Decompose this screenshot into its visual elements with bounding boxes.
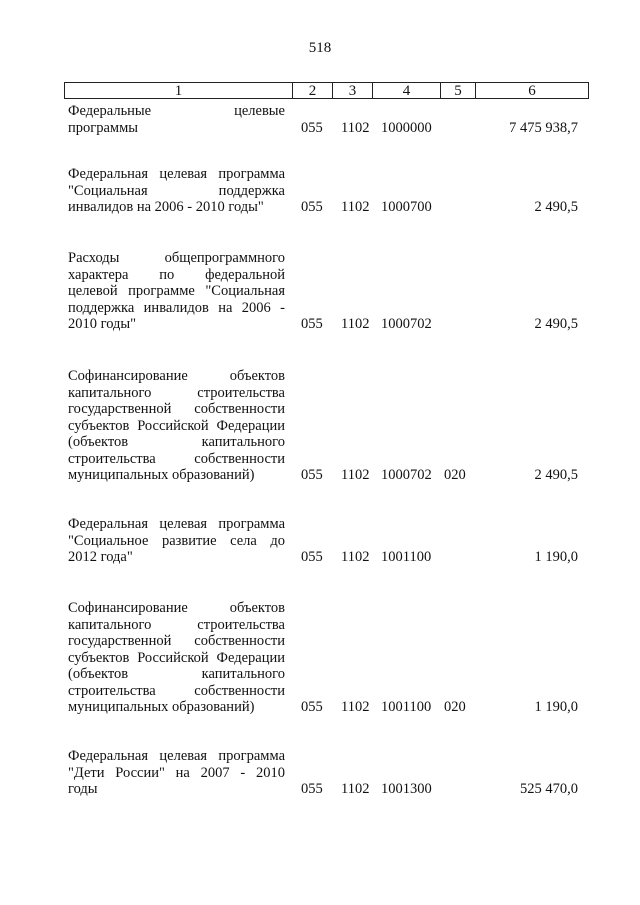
target-article-code: 1000702 xyxy=(381,467,432,483)
table-header xyxy=(64,82,589,100)
row-description xyxy=(68,748,285,798)
header-cell-2: 2 xyxy=(292,82,332,99)
header-cell-5: 5 xyxy=(440,82,475,99)
ministry-code: 055 xyxy=(301,199,323,215)
description-line: строительства собственности xyxy=(68,450,285,467)
section-code: 1102 xyxy=(341,199,370,215)
description-line: Федеральная целевая программа xyxy=(68,166,285,182)
description-line: поддержка инвалидов на 2006 - xyxy=(68,299,285,316)
ministry-code: 055 xyxy=(301,699,323,715)
amount: 2 490,5 xyxy=(534,316,578,332)
description-line: "Социальная поддержка xyxy=(68,182,285,199)
description-line: целевой программе "Социальная xyxy=(68,283,285,299)
description-line: "Дети России" на 2007 - 2010 xyxy=(68,764,285,781)
section-code: 1102 xyxy=(341,781,370,797)
header-cell-4: 4 xyxy=(372,82,440,99)
ministry-code: 055 xyxy=(301,549,323,565)
description-line: (объектов капитального xyxy=(68,434,285,450)
row-description xyxy=(68,600,285,716)
section-code: 1102 xyxy=(341,119,370,136)
description-line: "Социальное развитие села до xyxy=(68,532,285,549)
description-line: 2010 годы" xyxy=(68,316,137,332)
description-line: Расходы общепрограммного xyxy=(68,250,285,266)
header-cell-1: 1 xyxy=(64,82,292,99)
description-line: субъектов Российской Федерации xyxy=(68,649,285,666)
description-line: капитального строительства xyxy=(68,384,285,401)
target-article-code: 1001100 xyxy=(381,549,432,565)
section-code: 1102 xyxy=(341,699,370,715)
target-article-code: 1000000 xyxy=(381,119,432,136)
description-line: Софинансирование объектов xyxy=(68,600,285,616)
header-cell-6: 6 xyxy=(475,82,589,99)
description-line: субъектов Российской Федерации xyxy=(68,417,285,434)
row-description xyxy=(68,368,285,484)
description-line: Федеральные целевые xyxy=(68,103,285,119)
target-article-code: 1001300 xyxy=(381,781,432,797)
description-line: Софинансирование объектов xyxy=(68,368,285,384)
description-line: годы xyxy=(68,781,98,797)
amount: 525 470,0 xyxy=(520,781,578,797)
amount: 7 475 938,7 xyxy=(509,119,578,136)
description-line: капитального строительства xyxy=(68,616,285,633)
description-line: муниципальных образований) xyxy=(68,699,255,715)
description-line: (объектов капитального xyxy=(68,666,285,682)
row-description xyxy=(68,250,285,333)
row-description xyxy=(68,103,285,136)
row-description xyxy=(68,166,285,216)
row-description xyxy=(68,516,285,566)
amount: 1 190,0 xyxy=(534,699,578,715)
description-line: строительства собственности xyxy=(68,682,285,699)
description-line: государственной собственности xyxy=(68,401,285,417)
description-line: муниципальных образований) xyxy=(68,467,255,483)
amount: 1 190,0 xyxy=(534,549,578,565)
expense-type-code: 020 xyxy=(444,467,466,483)
expense-type-code: 020 xyxy=(444,699,466,715)
target-article-code: 1000700 xyxy=(381,199,432,215)
description-line: государственной собственности xyxy=(68,633,285,649)
description-line: инвалидов на 2006 - 2010 годы" xyxy=(68,199,264,215)
description-line: характера по федеральной xyxy=(68,266,285,283)
section-code: 1102 xyxy=(341,467,370,483)
amount: 2 490,5 xyxy=(534,467,578,483)
target-article-code: 1000702 xyxy=(381,316,432,332)
amount: 2 490,5 xyxy=(534,199,578,215)
description-line: программы xyxy=(68,119,138,136)
description-line: 2012 года" xyxy=(68,549,133,565)
description-line: Федеральная целевая программа xyxy=(68,516,285,532)
ministry-code: 055 xyxy=(301,781,323,797)
section-code: 1102 xyxy=(341,549,370,565)
ministry-code: 055 xyxy=(301,316,323,332)
ministry-code: 055 xyxy=(301,119,323,136)
description-line: Федеральная целевая программа xyxy=(68,748,285,764)
header-cell-3: 3 xyxy=(332,82,372,99)
page-number: 518 xyxy=(308,40,332,56)
ministry-code: 055 xyxy=(301,467,323,483)
section-code: 1102 xyxy=(341,316,370,332)
target-article-code: 1001100 xyxy=(381,699,432,715)
